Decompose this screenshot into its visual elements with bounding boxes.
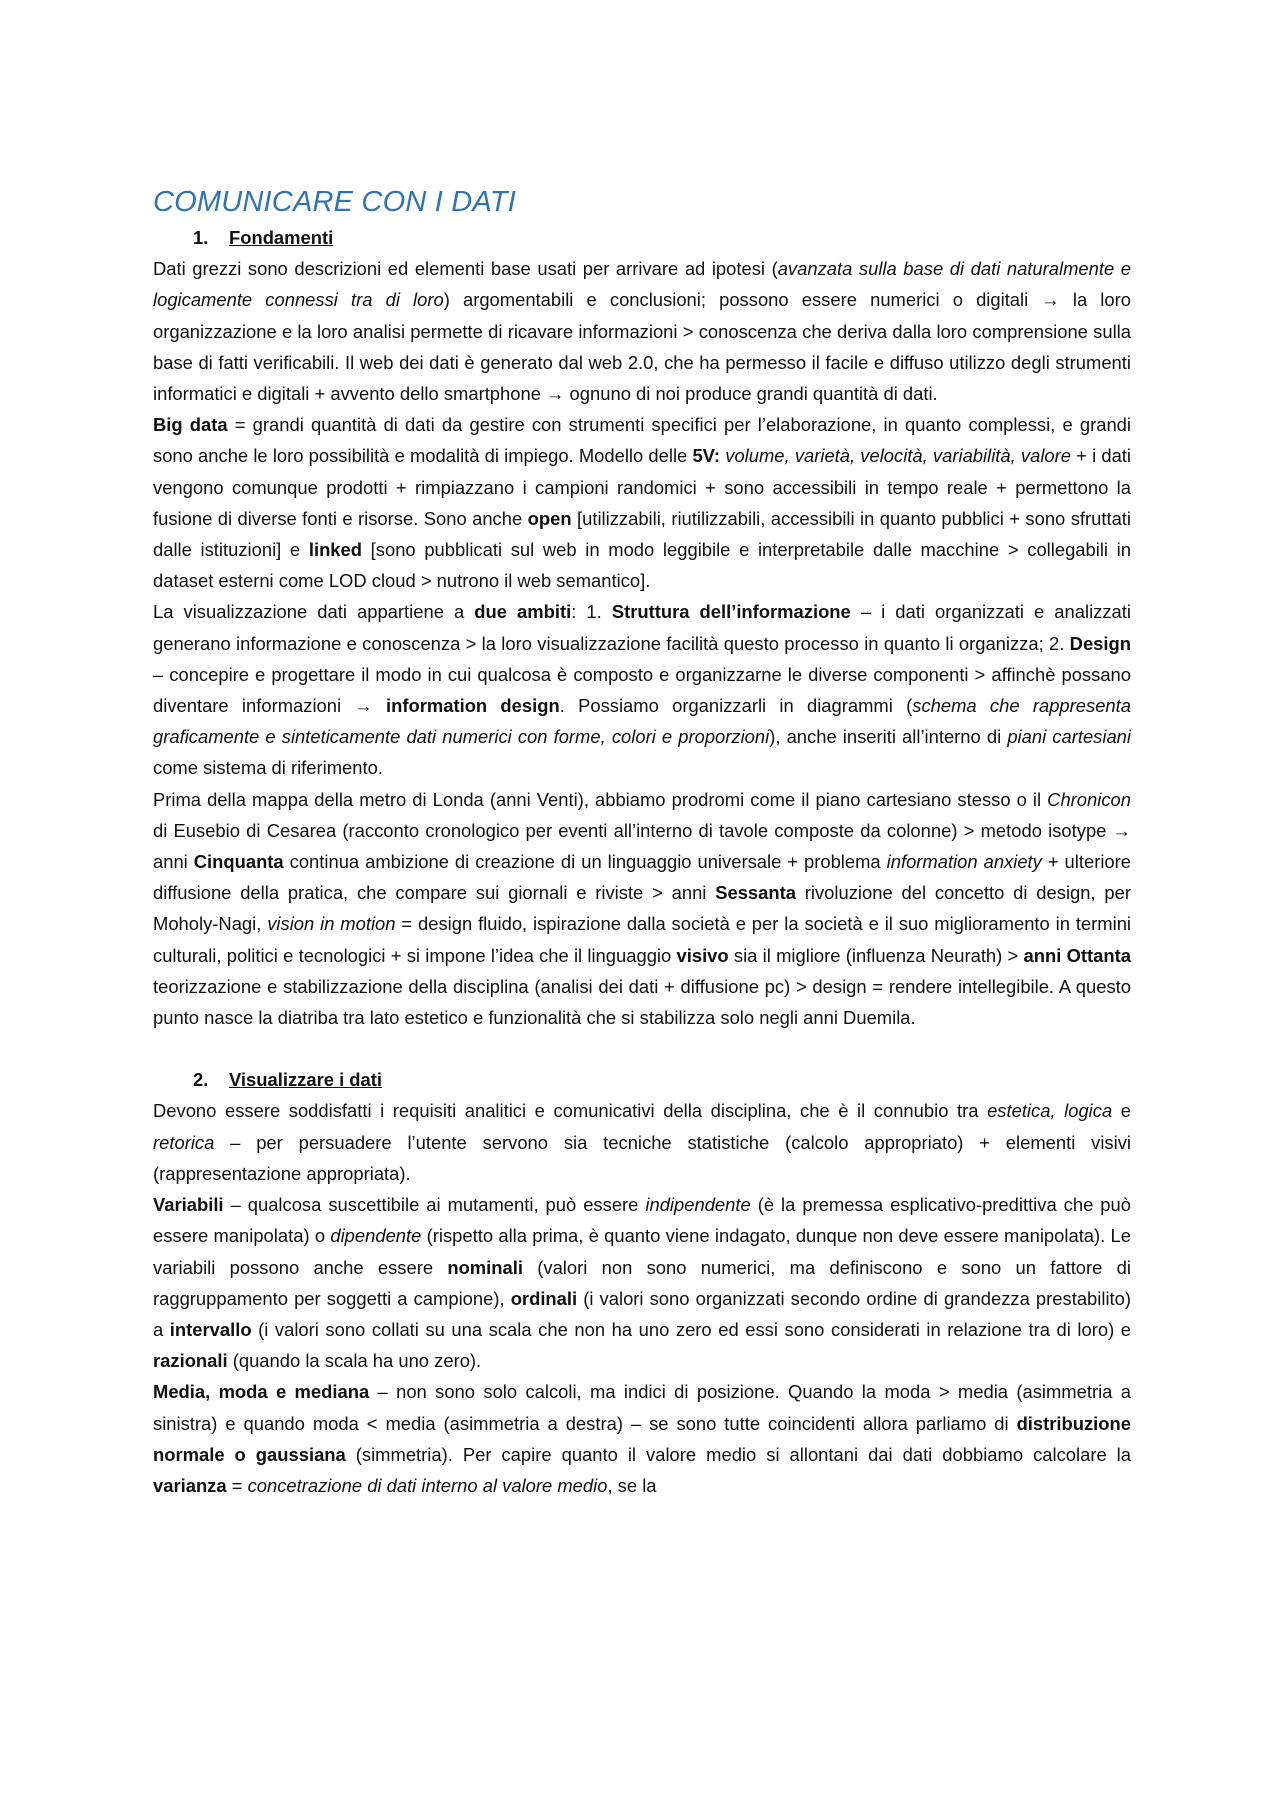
document-title: COMUNICARE CON I DATI (153, 186, 516, 218)
italic-text: concetrazione di dati interno al valore medio (247, 1474, 608, 1496)
text-run: (i valori sono organizzati secondo ordine di grandezza prestabilito) a (153, 1287, 1131, 1340)
text-run: – i dati organizzati e analizzati generano informazione e conoscenza > la loro visualizzazione facilità questo processo in quanto li organizza; 2. (153, 601, 1131, 654)
italic-text: estetica, logica (987, 1100, 1113, 1122)
paragraph (153, 409, 1131, 596)
bold-text: Media, moda e mediana (153, 1381, 370, 1403)
paragraph (153, 253, 1131, 409)
section-spacer (153, 1033, 1131, 1064)
text-run: sia il migliore (influenza Neurath) > (728, 944, 1024, 966)
section-fondamenti (153, 222, 1131, 1033)
text-run: ), anche inseriti all’interno di (769, 726, 1008, 748)
text-run: + ulteriore diffusione della pratica, che compare sui giornali e riviste > anni (153, 851, 1131, 904)
text-run: di Eusebio di Cesarea (racconto cronologico per eventi all’interno di tavole composte da colonne) > metodo isotype → anni (153, 819, 1131, 873)
text-run: , se la (607, 1474, 657, 1496)
text-run: . Possiamo organizzarli in diagrammi ( (559, 695, 913, 717)
text-run: continua ambizione di creazione di un linguaggio universale + problema (283, 851, 887, 873)
italic-text: schema che rappresenta graficamente e sinteticamente dati numerici con forme, colori e proporzioni (153, 695, 1131, 748)
text-run: (valori non sono numerici, ma definiscono e sono un fattore di raggruppamento per soggetti a campione), (153, 1256, 1131, 1309)
text-run: – non sono solo calcoli, ma indici di posizione. Quando la moda > media (asimmetria a sinistra) e quando moda < media (asimmetria a destra) – se sono tutte coincidenti allora parliamo di (153, 1381, 1131, 1434)
text-run: [sono pubblicati sul web in modo leggibile e interpretabile dalle macchine > collegabili in dataset esterni come LOD cloud > nutrono il web semantico]. (153, 539, 1131, 592)
bold-text: Cinquanta (193, 851, 284, 873)
bold-text: nominali (447, 1256, 523, 1278)
section-number: 1. (193, 227, 209, 248)
italic-text: volume, varietà, velocità, variabilità, valore (725, 445, 1071, 467)
text-run: = (226, 1474, 248, 1496)
text-run: Dati grezzi sono descrizioni ed elementi base usati per arrivare ad ipotesi ( (153, 258, 778, 280)
italic-text: information anxiety (886, 851, 1042, 873)
text-run: (simmetria). Per capire quanto il valore medio si allontani dai dati dobbiamo calcolare la (345, 1443, 1132, 1465)
bold-text: Design (1069, 632, 1131, 654)
bold-text: information design (386, 695, 560, 717)
paragraph (153, 784, 1131, 1034)
paragraph (153, 1189, 1131, 1376)
bold-text: Struttura dell’informazione (611, 601, 851, 623)
italic-text: retorica (153, 1131, 215, 1153)
text-run: – concepire e progettare il modo in cui qualcosa è composto e organizzarne le diverse componenti > affinchè possano diventare informazioni → (153, 663, 1131, 717)
text-run: = design fluido, ispirazione dalla società e per la società e il suo miglioramento in termini culturali, politici e tecnologici + si impone l’idea che il linguaggio (153, 913, 1132, 966)
text-run: La visualizzazione dati appartiene a (153, 601, 475, 623)
text-run: Prima della mappa della metro di Londa (anni Venti), abbiamo prodromi come il piano cartesiano stesso o il (153, 788, 1048, 810)
italic-text: dipendente (330, 1225, 422, 1247)
text-run: + i dati vengono comunque prodotti + rimpiazzano i campioni randomici + sono accessibili in tempo reale + permettono la fusione di diverse fonti e risorse. Sono anche (153, 445, 1131, 529)
text-run: = grandi quantità di dati da gestire con strumenti specifici per l’elaborazione, in quanto complessi, e grandi sono anche le loro possibilità e modalità di impiego. Modello delle (153, 414, 1131, 467)
section-title: Visualizzare i dati (229, 1069, 382, 1091)
italic-text: indipendente (645, 1194, 751, 1216)
section-number: 2. (193, 1069, 209, 1091)
bold-text: razionali (153, 1350, 228, 1372)
paragraph (153, 596, 1131, 783)
paragraph (153, 1376, 1131, 1501)
text-run: e (1112, 1100, 1131, 1122)
italic-text: avanzata sulla base di dati naturalmente e logicamente connessi tra di loro (153, 258, 1131, 311)
bold-text: linked (308, 539, 362, 561)
bold-text: varianza (153, 1474, 227, 1496)
text-run: – qualcosa suscettibile ai mutamenti, può essere (223, 1194, 646, 1216)
bold-text: anni Ottanta (1023, 944, 1131, 966)
text-run: : 1. (571, 601, 612, 623)
text-run: Devono essere soddisfatti i requisiti analitici e comunicativi della disciplina, che è il connubio tra (153, 1100, 988, 1122)
paragraph (153, 1095, 1131, 1189)
bold-text: ordinali (510, 1287, 578, 1309)
bold-text: intervallo (169, 1318, 252, 1340)
section-heading (153, 1064, 1131, 1095)
text-run: rivoluzione del concetto di design, per Moholy-Nagi, (153, 882, 1131, 935)
text-run: (quando la scala ha uno zero). (227, 1350, 482, 1372)
text-run: (è la premessa esplicativo-predittiva che può essere manipolata) o (153, 1194, 1131, 1247)
text-run: ) argomentabili e conclusioni; possono essere numerici o digitali → la loro organizzazione e la loro analisi permette di ricavare informazioni > conoscenza che deriva dalla loro comprensione sulla base di fatti verificabili. Il web dei dati è generato dal web 2.0, che ha permesso il facile e diffuso utilizzo degli strumenti informatici e digitali + avvento dello smartphone → ognuno di noi produce grandi quantità di dati. (153, 289, 1131, 405)
bold-text: Sessanta (715, 882, 796, 904)
section-visualizzare (153, 1064, 1131, 1501)
italic-text: piani cartesiani (1007, 726, 1131, 748)
italic-text: vision in motion (267, 913, 396, 935)
text-run: teorizzazione e stabilizzazione della disciplina (analisi dei dati + diffusione pc) > design = rendere intellegibile. A questo punto nasce la diatriba tra lato estetico e funzionalità che si stabilizza solo negli anni Duemila. (153, 975, 1131, 1029)
bold-text: visivo (676, 944, 729, 966)
bold-text: open (527, 507, 572, 529)
bold-text: 5V: (692, 445, 721, 467)
section-title: Fondamenti (229, 227, 334, 248)
text-run: – per persuadere l’utente servono sia tecniche statistiche (calcolo appropriato) + elementi visivi (rappresentazione appropriata). (153, 1131, 1131, 1184)
bold-text: Big data (153, 414, 228, 436)
text-run: (i valori sono collati su una scala che non ha uno zero ed essi sono considerati in relazione tra di loro) e (251, 1318, 1131, 1340)
italic-text: Chronicon (1047, 788, 1131, 810)
bold-text: Variabili (153, 1194, 224, 1216)
text-run: (rispetto alla prima, è quanto viene indagato, dunque non deve essere manipolata). Le variabili possono anche essere (153, 1225, 1131, 1278)
section-heading (153, 222, 1131, 253)
bold-text: due ambiti (474, 601, 572, 623)
bold-text: distribuzione normale o gaussiana (153, 1412, 1131, 1465)
document-body (153, 182, 1131, 1501)
text-run: [utilizzabili, riutilizzabili, accessibili in quanto pubblici + sono sfruttati dalle istituzioni] e (153, 507, 1131, 561)
text-run: come sistema di riferimento. (153, 757, 383, 779)
